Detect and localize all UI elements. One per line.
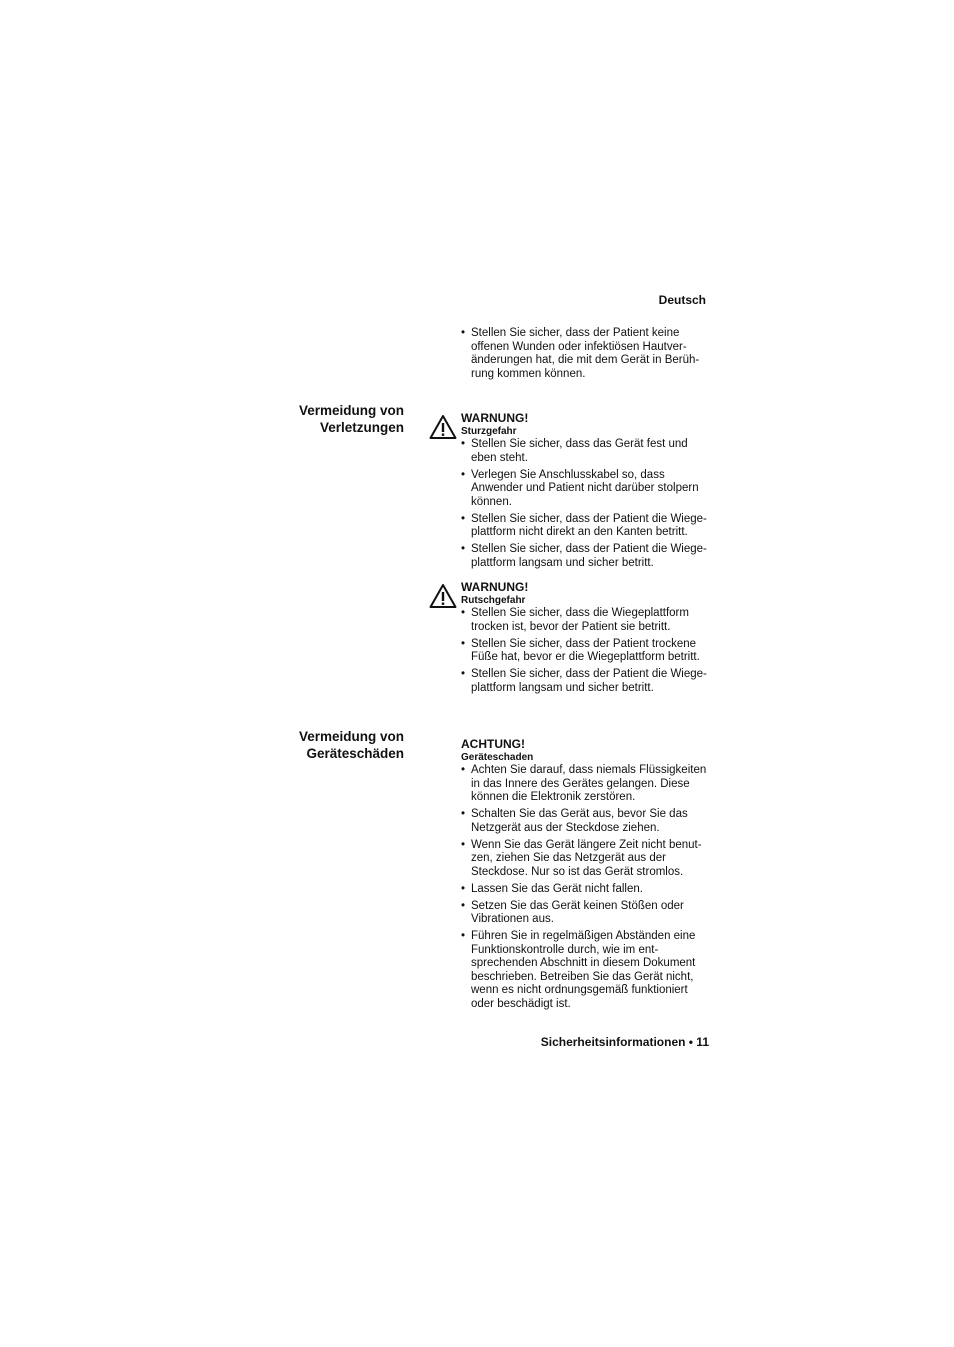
intro-list xyxy=(461,327,713,381)
list-item: • Setzen Sie das Gerät keinen Stößen oder Vibrationen aus. xyxy=(461,900,713,927)
warning-list xyxy=(461,607,713,695)
list-item: • Stellen Sie sicher, dass der Patient die Wiege- plattform langsam und sicher betritt. xyxy=(461,543,713,570)
section-heading-device-damage xyxy=(250,728,404,762)
list-item: • Schalten Sie das Gerät aus, bevor Sie das Netzgerät aus der Steckdose ziehen. xyxy=(461,808,713,835)
list-item: • Wenn Sie das Gerät längere Zeit nicht benut- zen, ziehen Sie das Netzgerät aus der Steckdose. Nur so ist das Gerät stromlos. xyxy=(461,839,713,880)
heading-line: Vermeidung von xyxy=(298,403,404,418)
heading-line: Geräteschäden xyxy=(306,746,404,761)
list-item: • Stellen Sie sicher, dass der Patient trockene Füße hat, bevor er die Wiegeplattform betritt. xyxy=(461,638,713,665)
warning-subtitle: Sturzgefahr xyxy=(461,426,517,437)
page-footer: Sicherheitsinformationen • 11 xyxy=(540,1035,709,1049)
warning-subtitle: Rutschgefahr xyxy=(461,595,526,606)
warning-label: WARNUNG! xyxy=(461,411,529,425)
list-item: • Achten Sie darauf, dass niemals Flüssigkeiten in das Innere des Gerätes gelangen. Diese können die Elektronik zerstören. xyxy=(461,764,713,805)
list-item: • Führen Sie in regelmäßigen Abständen eine Funktionskontrolle durch, wie im ent- sprechenden Abschnitt in diesem Dokument beschrieben. Betreiben Sie das Gerät nicht, wenn es nicht ordnungsgemäß funktioniert oder beschädigt ist. xyxy=(461,930,713,1011)
caution-label: ACHTUNG! xyxy=(461,737,525,751)
list-item: • Stellen Sie sicher, dass das Gerät fest und eben steht. xyxy=(461,438,713,465)
language-label: Deutsch xyxy=(658,293,706,307)
list-item: • Lassen Sie das Gerät nicht fallen. xyxy=(461,883,713,897)
heading-line: Verletzungen xyxy=(319,420,404,435)
caution-subtitle: Geräteschaden xyxy=(461,752,534,763)
warning-triangle-icon xyxy=(429,583,457,609)
list-item: • Stellen Sie sicher, dass der Patient die Wiege- plattform nicht direkt an den Kanten betritt. xyxy=(461,513,713,540)
list-item: • Stellen Sie sicher, dass der Patient die Wiege- plattform langsam und sicher betritt. xyxy=(461,668,713,695)
caution-block-device xyxy=(461,737,713,1015)
warning-label: WARNUNG! xyxy=(461,580,529,594)
intro-block xyxy=(461,327,713,385)
warning-list xyxy=(461,438,713,570)
warning-triangle-icon xyxy=(429,414,457,440)
warning-block-slip xyxy=(461,580,713,699)
caution-list xyxy=(461,764,713,1011)
list-item: • Stellen Sie sicher, dass die Wiegeplattform trocken ist, bevor der Patient sie betritt. xyxy=(461,607,713,634)
section-heading-injuries xyxy=(250,402,404,436)
warning-block-fall xyxy=(461,411,713,574)
list-item: • Stellen Sie sicher, dass der Patient keine offenen Wunden oder infektiösen Hautver- änderungen hat, die mit dem Gerät in Berüh- rung kommen können. xyxy=(461,327,713,381)
list-item: • Verlegen Sie Anschlusskabel so, dass Anwender und Patient nicht darüber stolpern können. xyxy=(461,469,713,510)
heading-line: Vermeidung von xyxy=(298,729,404,744)
